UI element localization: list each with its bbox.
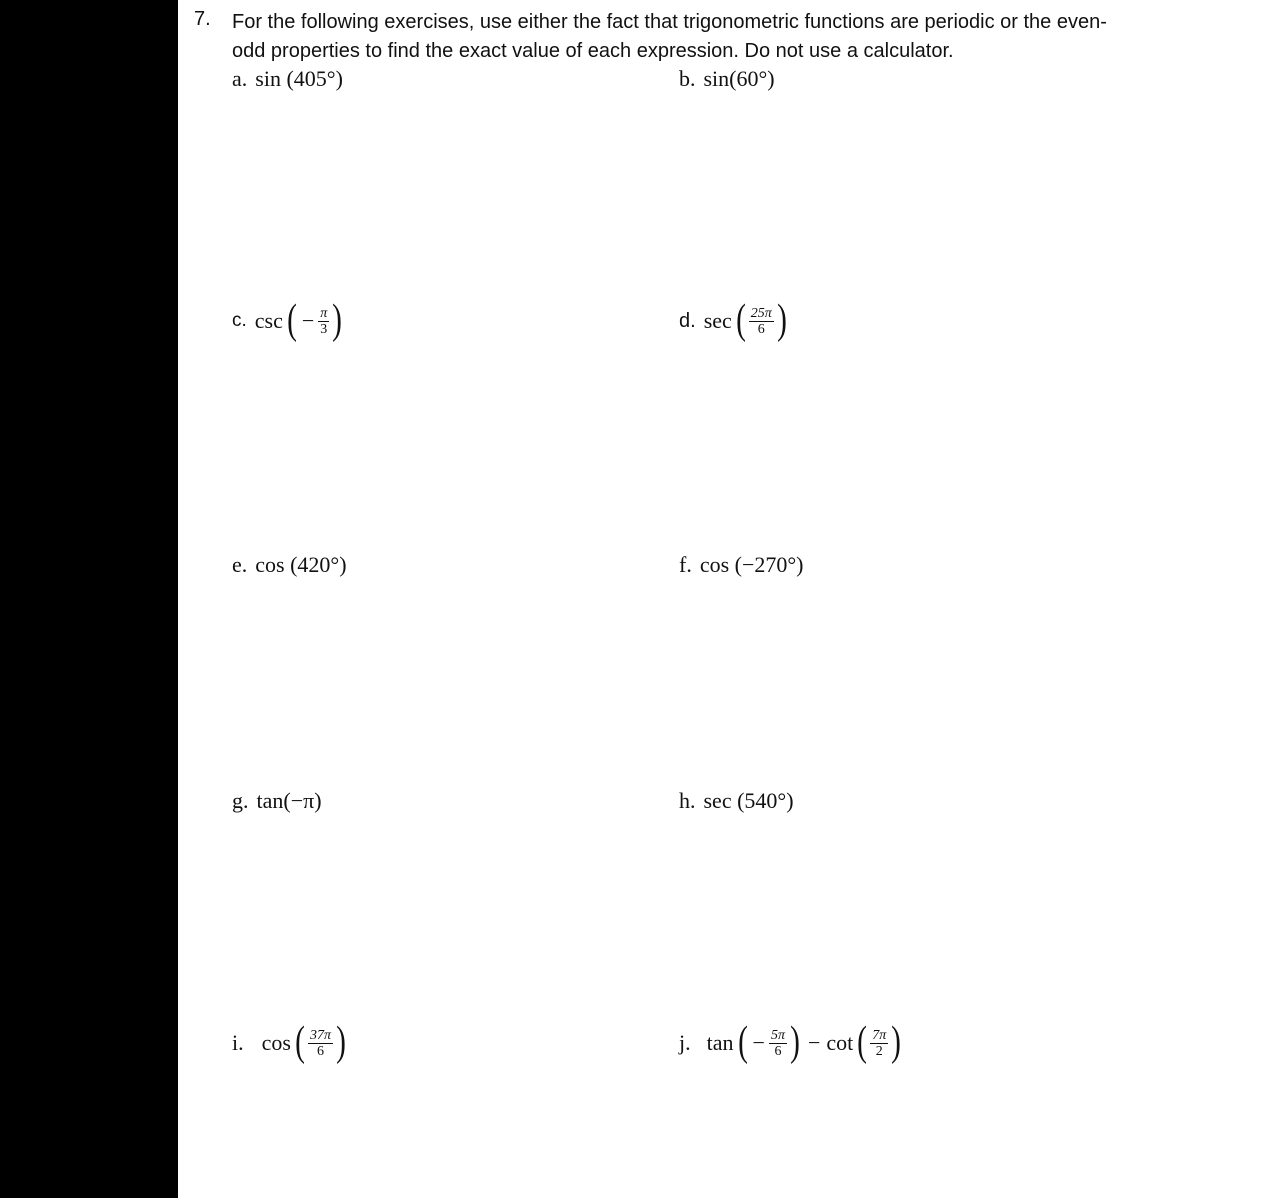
worksheet-page [178, 0, 1284, 1198]
exercise-g [232, 788, 322, 814]
exercise-label: i. [232, 1030, 244, 1055]
close-paren: ) [336, 1019, 346, 1065]
function-name: sec [703, 308, 732, 333]
numerator: 37π [309, 1027, 331, 1043]
numerator: 5π [770, 1027, 785, 1043]
exercise-label: d. [679, 309, 696, 332]
exercise-f [679, 552, 804, 578]
exercise-b [679, 66, 775, 92]
exercise-expression: sin (405°) [255, 66, 343, 91]
exercise-label: f. [679, 552, 692, 577]
close-paren: ) [790, 1019, 800, 1065]
exercise-h [679, 788, 794, 814]
open-paren: ( [737, 1019, 748, 1065]
function-name: cot [826, 1030, 854, 1055]
exercise-expression: cos (420°) [255, 552, 347, 577]
function-name: csc [254, 308, 283, 333]
denominator: 2 [875, 1043, 883, 1059]
close-paren: ) [891, 1019, 902, 1065]
exercise-i [232, 1019, 348, 1065]
exercise-label: e. [232, 552, 248, 577]
exercise-expression: sin(60°) [703, 66, 775, 91]
open-paren: ( [857, 1019, 868, 1065]
open-paren: ( [295, 1019, 305, 1065]
function-name: tan [706, 1030, 734, 1055]
numerator: 25π [750, 305, 772, 321]
close-paren: ) [776, 297, 787, 343]
minus-sign: − [752, 1030, 765, 1055]
open-paren: ( [735, 297, 746, 343]
exercise-expression: tan(−π) [256, 788, 322, 813]
exercise-a [232, 66, 343, 92]
exercise-label: a. [232, 66, 248, 91]
exercise-label: j. [679, 1030, 691, 1055]
denominator: 3 [320, 321, 328, 337]
exercise-expression: cos (−270°) [699, 552, 804, 577]
exercise-expression: sec (540°) [703, 788, 794, 813]
exercise-d [679, 297, 789, 343]
operator: − [807, 1030, 821, 1055]
fraction [870, 1028, 888, 1059]
numerator: π [320, 305, 328, 321]
exercise-c [232, 297, 344, 343]
numerator: 7π [872, 1027, 887, 1043]
exercise-label: b. [679, 66, 696, 91]
problem-number: 7. [194, 8, 211, 30]
exercise-e [232, 552, 347, 578]
close-paren: ) [332, 297, 343, 343]
exercise-label: h. [679, 788, 696, 813]
denominator: 6 [316, 1043, 324, 1059]
problem-instructions: For the following exercises, use either the fact that trigonometric functions are periodic or the even-odd properties to find the exact value of each expression. Do not use a calculator. [232, 11, 1107, 62]
fraction [318, 306, 329, 337]
denominator: 6 [757, 321, 765, 337]
fraction [749, 306, 774, 337]
exercise-label: c. [232, 310, 247, 331]
function-name: cos [261, 1030, 291, 1055]
open-paren: ( [286, 297, 297, 343]
exercise-j [679, 1019, 903, 1065]
minus-sign: − [301, 308, 315, 333]
exercise-label: g. [232, 788, 249, 813]
denominator: 6 [774, 1043, 782, 1059]
fraction [308, 1028, 333, 1059]
fraction [769, 1028, 787, 1059]
